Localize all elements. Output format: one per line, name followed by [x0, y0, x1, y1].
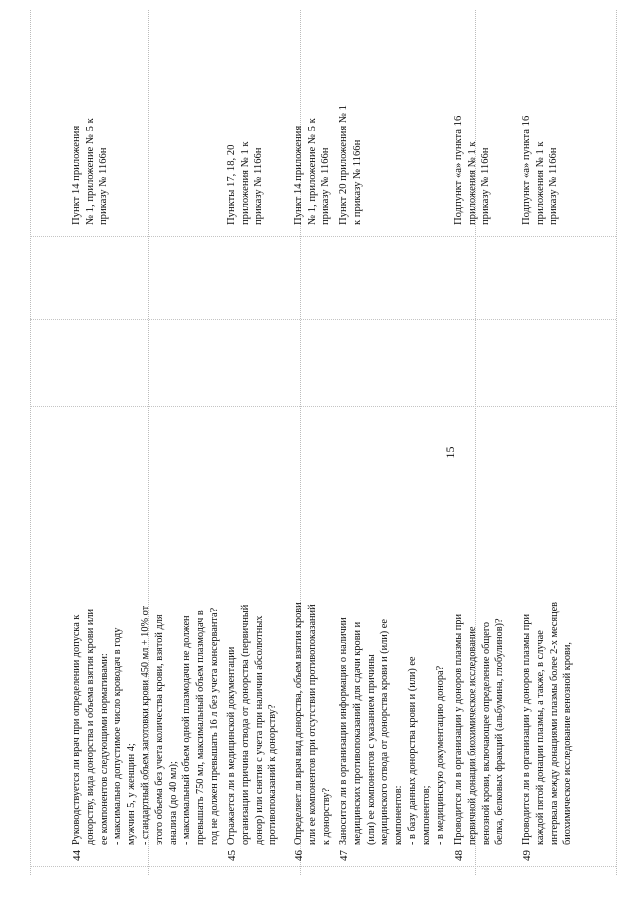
reference-cell: Подпункт «а» пункта 16 приложения № 1 к приказу № 1166н — [521, 115, 560, 225]
table-column-line — [30, 319, 616, 320]
row-number: 46 — [293, 850, 305, 861]
reference-cell: Пункт 20 приложения № 1 к приказу № 1166н — [338, 105, 363, 225]
reference-cell: Пункт 14 приложения № 1, приложение № 5 к приказу № 1166н — [293, 118, 332, 225]
row-number: 48 — [453, 850, 465, 861]
row-number: 44 — [71, 850, 83, 861]
table-border-bottom — [616, 10, 617, 875]
row-number: 47 — [338, 850, 350, 861]
page-number: 15 — [443, 446, 457, 459]
question-cell: Определяет ли врач вид донорства, объем взятия крови или ее компонентов при отсутствии противопоказаний к донорству? — [293, 602, 332, 845]
reference-cell: Подпункт «а» пункта 16 приложения № 1 к приказу № 1166н — [453, 115, 492, 225]
question-cell: Руководствуется ли врач при определении допуска к донорству, вида донорства и объема взятия крови или ее компонентов следующими нормативами: - максимально допустимое число кроводач в году мужчин 5, у женщин 4; - стандартный объем заготовки крови 450 мл + 10% от этого объема без учета количества крови, взятой для анализа (до 40 мл); - максимальный объем одной плазмодачи не должен превышать 750 мл, максимальный объем плазмодач в год не должен превышать 16 л без учета консерванта? — [71, 605, 220, 845]
reference-cell: Пункты 17, 18, 20 приложения № 1 к приказу № 1166н — [226, 141, 265, 225]
table-column-line — [30, 406, 616, 407]
question-cell: Отражается ли в медицинской документации организации причина отвода от донорства (первичный донор) или снятия с учета при наличии абсолютных противопоказаний к донорству? — [226, 604, 279, 845]
table-column-line — [30, 236, 616, 237]
question-cell: Заносится ли в организации информация о наличии медицинских противопоказаний для сдачи крови и (или) ее компонентов с указанием причины медицинского отвода от донорства крови и (или) ее компонентов: - в базу данных донорства крови и (или) ее компонентов; - в медицинскую документацию донора? — [338, 617, 446, 845]
table-border-top — [30, 10, 31, 875]
question-cell: Проводится ли в организации у доноров плазмы при каждой пятой донации плазмы, а также, в случае интервала между донациями плазмы более 2-х месяцев биохимическое исследование венозной крови, — [521, 601, 574, 845]
row-number: 45 — [226, 850, 238, 861]
question-cell: Проводится ли в организации у доноров плазмы при первичной донации биохимическое исследование венозной крови, включающее определение общего белка, белковых фракций (альбумина, глобулинов)? — [453, 614, 506, 845]
row-number: 49 — [521, 850, 533, 861]
table-border-left — [30, 866, 616, 867]
reference-cell: Пункт 14 приложения № 1, приложение № 5 к приказу № 1166н — [71, 118, 110, 225]
